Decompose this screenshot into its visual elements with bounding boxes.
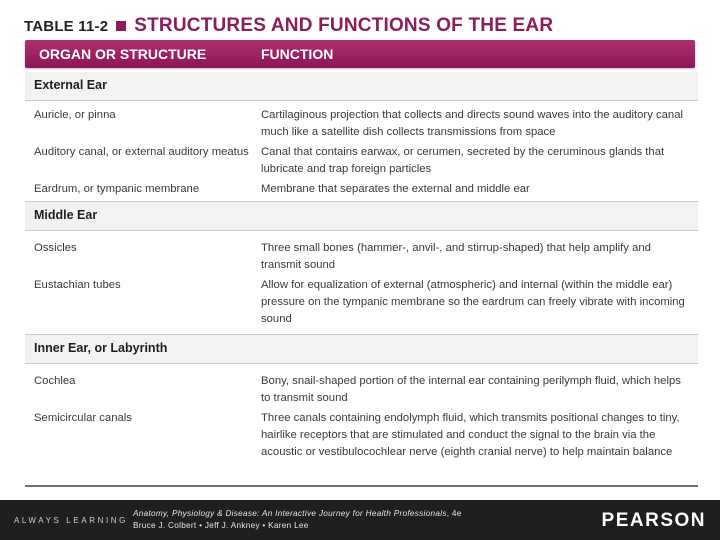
table-row-structure: Eardrum, or tympanic membrane xyxy=(34,183,200,195)
table-row-function: Bony, snail-shaped portion of the internal ear containing perilymph fluid, which helps to transmit sound xyxy=(261,375,681,404)
book-citation xyxy=(133,508,462,532)
section-header-external-ear xyxy=(25,72,698,101)
table-bottom-rule xyxy=(25,485,698,487)
section-header-middle-ear xyxy=(25,202,698,231)
table-row-structure: Auditory canal, or external auditory meatus xyxy=(34,146,249,158)
table-row-structure: Ossicles xyxy=(34,242,77,254)
pearson-logo: PEARSON xyxy=(601,510,706,531)
section-heading: Middle Ear xyxy=(34,208,98,222)
table-title xyxy=(24,14,553,38)
table-row-function: Allow for equalization of external (atmospheric) and internal (within the middle ear) pressure on the tympanic membrane so the eardrum can freely vibrate with incoming sound xyxy=(261,279,685,325)
footer-bar xyxy=(0,500,720,540)
table-row-structure: Eustachian tubes xyxy=(34,279,121,291)
column-header-structure: ORGAN OR STRUCTURE xyxy=(39,46,207,62)
column-header-function: FUNCTION xyxy=(261,46,334,62)
table-row-structure: Cochlea xyxy=(34,375,76,387)
table-row-function: Three canals containing endolymph fluid, which transmits positional changes to tiny, hairlike receptors that are stimulated and conduct the signal to the brain via the acoustic or vestibulocochlear nerve (eighth cranial nerve) to help maintain balance xyxy=(261,412,680,458)
table-row-function: Canal that contains earwax, or cerumen, secreted by the ceruminous glands that lubricate and trap foreign particles xyxy=(261,146,665,175)
square-bullet-icon xyxy=(116,21,126,31)
table-row-function: Three small bones (hammer-, anvil-, and stirrup-shaped) that help amplify and transmit sound xyxy=(261,242,651,271)
book-edition: , 4e xyxy=(446,509,462,518)
table-row-function: Membrane that separates the external and middle ear xyxy=(261,183,530,195)
book-title: Anatomy, Physiology & Disease: An Interactive Journey for Health Professionals xyxy=(133,509,447,518)
section-heading: External Ear xyxy=(34,78,107,92)
book-authors: Bruce J. Colbert • Jeff J. Ankney • Karen Lee xyxy=(133,521,309,530)
table-row-structure: Semicircular canals xyxy=(34,412,132,424)
table-title-text: STRUCTURES AND FUNCTIONS OF THE EAR xyxy=(134,15,554,36)
table-header-row xyxy=(25,40,695,68)
table-row-function: Cartilaginous projection that collects and directs sound waves into the auditory canal much like a satellite dish collects transmissions from space xyxy=(261,109,683,138)
section-heading: Inner Ear, or Labyrinth xyxy=(34,341,168,355)
table-number: TABLE 11-2 xyxy=(24,17,109,35)
always-learning-tagline: ALWAYS LEARNING xyxy=(14,516,128,525)
section-header-inner-ear xyxy=(25,335,698,364)
table-row-structure: Auricle, or pinna xyxy=(34,109,116,121)
